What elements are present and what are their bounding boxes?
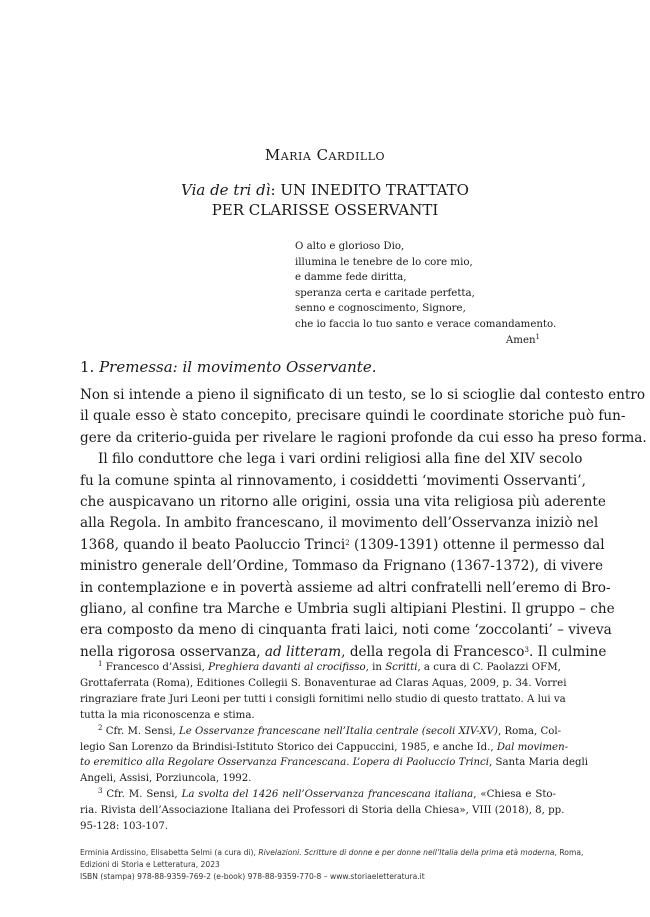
text-line: nella rigorosa osservanza, ad litteram, della regola di Francesco$^3$. Il culmine — [80, 643, 607, 660]
footnote-line: Grottaferrata (Roma), Editiones Collegii S. Bonaventurae ad Claras Aquas, 2009, p. 34. Vorrei — [80, 677, 567, 689]
footnote-number: 2 — [98, 723, 103, 732]
text-line: gliano, al confine tra Marche e Umbria sugli altipiani Plestini. Il gruppo – che — [80, 601, 615, 618]
author-name: Maria Cardillo — [264, 146, 386, 164]
footnote-line: 95-128: 103-107. — [80, 821, 169, 833]
footnote-ref[interactable]: 1 — [535, 332, 540, 341]
publication-imprint — [80, 847, 584, 883]
text-line: era composto da meno di cinquanta frati laici, noti come ‘zoccolanti’ – viveva — [80, 622, 612, 639]
epigraph-line: senno e cognoscimento, Signore, — [295, 303, 466, 315]
footnotes — [80, 660, 589, 835]
paragraph-2 — [80, 449, 615, 663]
footnote-ref[interactable]: 2 — [345, 538, 350, 547]
footnote-number: 3 — [98, 787, 103, 796]
footnote-number: 1 — [98, 660, 103, 668]
imprint-line: ISBN (stampa) 978-88-9359-769-2 (e-book) 978-88-9359-770-8 – www.storiaeletteratura.it — [80, 872, 425, 881]
text-line: gere da criterio-guida per rivelare le ragioni profonde da cui esso ha preso forma. — [80, 429, 647, 446]
footnote-ref[interactable]: 3 — [524, 645, 529, 654]
text-line: che auspicavano un ritorno alle origini, ossia una vita religiosa più aderente — [80, 494, 606, 511]
footnote-line: to eremitico alla Regolare Osservanza Francescana. L’opera di Paoluccio Trinci, Santa Maria degli — [80, 757, 589, 769]
footnote-line: legio San Lorenzo da Brindisi-Istituto Storico dei Cappuccini, 1985, e anche Id., Dal movimen- — [80, 741, 569, 753]
epigraph — [295, 239, 557, 348]
footnote-line: Angeli, Assisi, Porziuncola, 1992. — [80, 773, 252, 785]
body-text — [80, 385, 647, 663]
text-line: Il filo conduttore che lega i vari ordini religiosi alla fine del XIV secolo — [98, 451, 583, 468]
text-line: alla Regola. In ambito francescano, il movimento dell’Osservanza iniziò nel — [80, 515, 599, 532]
title-line-1: Via de tri dì: UN INEDITO TRATTATO — [181, 181, 469, 199]
text-line: il quale esso è stato concepito, precisare quindi le coordinate storiche può fun- — [80, 408, 626, 425]
epigraph-line: che io faccia lo tuo santo e verace comandamento. — [295, 318, 557, 330]
title-line-2: PER CLARISSE OSSERVANTI — [211, 201, 439, 219]
text-line: fu la comune spinta al rinnovamento, i cosiddetti ‘movimenti Osservanti’, — [80, 472, 586, 489]
footnote-1: $^1$ Francesco d’Assisi, Preghiera davanti al crocifisso, in Scritti, a cura di C. Paolazzi OFM, Grottaferrata (Roma), Editiones Collegii S. Bonaventurae ad Claras Aquas, 2009, p. 34. Vorrei ringraziare frate Juri Leoni per tutti i consigli fornitimi nello studio di questo trattato. A lui va tutta la mia riconoscenza e stima. — [80, 660, 556, 724]
text-line: 1368, quando il beato Paoluccio Trinci$^2$ (1309-1391) ottenne il permesso dal — [80, 536, 605, 553]
footnote-3: $^3$ Cfr. M. Sensi, La svolta del 1426 nell’Osservanza francescana italiana, «Chiesa e Sto- ria. Rivista dell’Associazione Italiana dei Professori di Storia della Chiesa», VIII (2018), 8, pp. 95-128: 103-107. — [80, 787, 556, 835]
section-heading: 1. Premessa: il movimento Osservante. — [80, 358, 377, 376]
imprint-line: Edizioni di Storia e Letteratura, 2023 — [80, 860, 220, 869]
text-line: in contemplazione e in povertà assieme ad altri confratelli nell’eremo di Bro- — [80, 579, 611, 596]
epigraph-line: illumina le tenebre de lo core mio, — [295, 256, 473, 268]
footnote-line: ringraziare frate Juri Leoni per tutti i consigli fornitimi nello studio di questo trattato. A lui va — [80, 693, 566, 705]
epigraph-amen: Amen$^1$ — [505, 332, 540, 346]
text-line: Non si intende a pieno il significato di un testo, se lo si scioglie dal contesto entro — [80, 387, 646, 403]
footnote-line: ria. Rivista dell’Associazione Italiana dei Professori di Storia della Chiesa», VIII (2018), 8, pp. — [80, 805, 565, 817]
paragraph-1 — [80, 385, 647, 449]
chapter-title — [0, 180, 650, 220]
epigraph-line: e damme fede diritta, — [295, 272, 407, 284]
imprint-line: Erminia Ardissino, Elisabetta Selmi (a cura di), Rivelazioni. Scritture di donne e per donne nell’Italia della prima età moderna, Roma, — [80, 848, 584, 857]
footnote-2: $^2$ Cfr. M. Sensi, Le Osservanze francescane nell’Italia centrale (secoli XIV-XV), Roma, Col- legio San Lorenzo da Brindisi-Istituto Storico dei Cappuccini, 1985, e anche Id., Dal movimen- to eremitico alla Regolare Osservanza Francescana. L’opera di Paoluccio Trinci, Santa Maria degli Angeli, Assisi, Porziuncola, 1992. — [80, 724, 556, 788]
epigraph-line: O alto e glorioso Dio, — [295, 241, 405, 252]
epigraph-line: speranza certa e caritade perfetta, — [295, 287, 475, 299]
footnote-line: tutta la mia riconoscenza e stima. — [80, 709, 255, 721]
text-line: ministro generale dell’Ordine, Tommaso da Frignano (1367-1372), di vivere — [80, 558, 604, 575]
